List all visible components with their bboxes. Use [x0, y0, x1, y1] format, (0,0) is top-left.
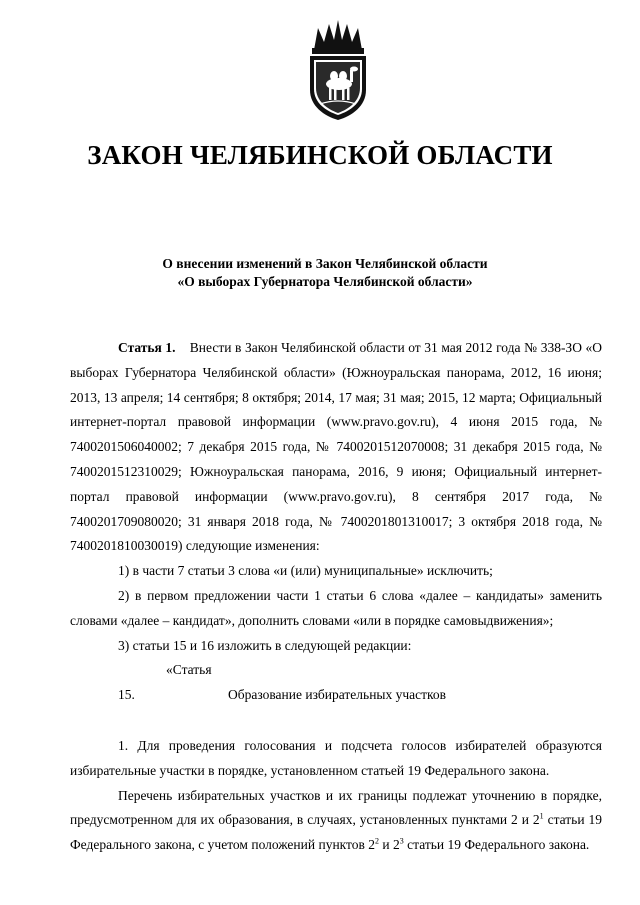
paragraph-2-part-d: статьи 19 Федерального закона. — [403, 837, 590, 853]
article-1-label: Статья 1. — [118, 340, 176, 355]
amendment-item-3: 3) статьи 15 и 16 изложить в следующей редакции: — [118, 637, 412, 653]
article-15-heading — [70, 658, 602, 708]
paragraph-2-part-c: и 2 — [379, 837, 400, 853]
superscript-2: 2 — [375, 836, 380, 846]
superscript-3: 3 — [399, 836, 404, 846]
paragraph-2 — [70, 784, 602, 858]
law-subtitle — [0, 255, 640, 291]
subtitle-line-2: «О выборах Губернатора Челябинской области» — [177, 274, 473, 289]
subtitle-line-1: О внесении изменений в Закон Челябинской области — [162, 256, 488, 271]
law-body — [70, 336, 602, 858]
amendment-item-2: 2) в первом предложении части 1 статьи 6 слова «далее – кандидаты» заменить словами «далее – кандидат», дополнить словами «или в порядке самовыдвижения»; — [70, 587, 602, 628]
superscript-1: 1 — [539, 811, 544, 821]
article-15-title: Образование избирательных участков — [228, 687, 447, 703]
paragraph-2-part-b: статьи 19 Федерального закона, с учетом положений пунктов 2 — [70, 812, 602, 853]
article-1-paragraph — [70, 336, 602, 559]
paragraph-1: 1. Для проведения голосования и подсчета голосов избирателей образуются избирательные участки в порядке, установленном статьей 19 Федерального закона. — [70, 737, 602, 778]
article-15-number: «Статья 15. — [118, 662, 212, 703]
paragraph-2-part-a: Перечень избирательных участков и их границы подлежат уточнению в порядке, предусмотренном для их образования, в случаях, установленных пунктами 2 и 2 — [70, 787, 602, 828]
article-1-text: Внести в Закон Челябинской области от 31 мая 2012 года № 338-ЗО «О выборах Губернатора Челябинской области» (Южноуральская панорама, 2012, 16 июня; 2013, 13 апреля; 14 сентября; 8 октября; 2014, 17 мая; 31 мая; 2015, 12 марта; Официальный интернет-портал правовой информации (www.pravo.gov.ru), 4 июня 2015 года, № 7400201506040002; 7 декабря 2015 года, № 7400201512070008; 31 декабря 2015 года, № 7400201512310029; Южноуральская панорама, 2016, 9 июня; Официальный интернет-портал правовой информации (www.pravo.gov.ru), 8 сентября 2017 года, № 7400201709080020; 31 января 2018 года, № 7400201801310017; 3 октября 2018 года, № 7400201810030019) следующие изменения: — [70, 340, 603, 554]
amendment-item-1: 1) в части 7 статьи 3 слова «и (или) муниципальные» исключить; — [118, 563, 493, 579]
coat-of-arms-icon — [296, 18, 380, 122]
law-title: ЗАКОН ЧЕЛЯБИНСКОЙ ОБЛАСТИ — [87, 140, 553, 170]
